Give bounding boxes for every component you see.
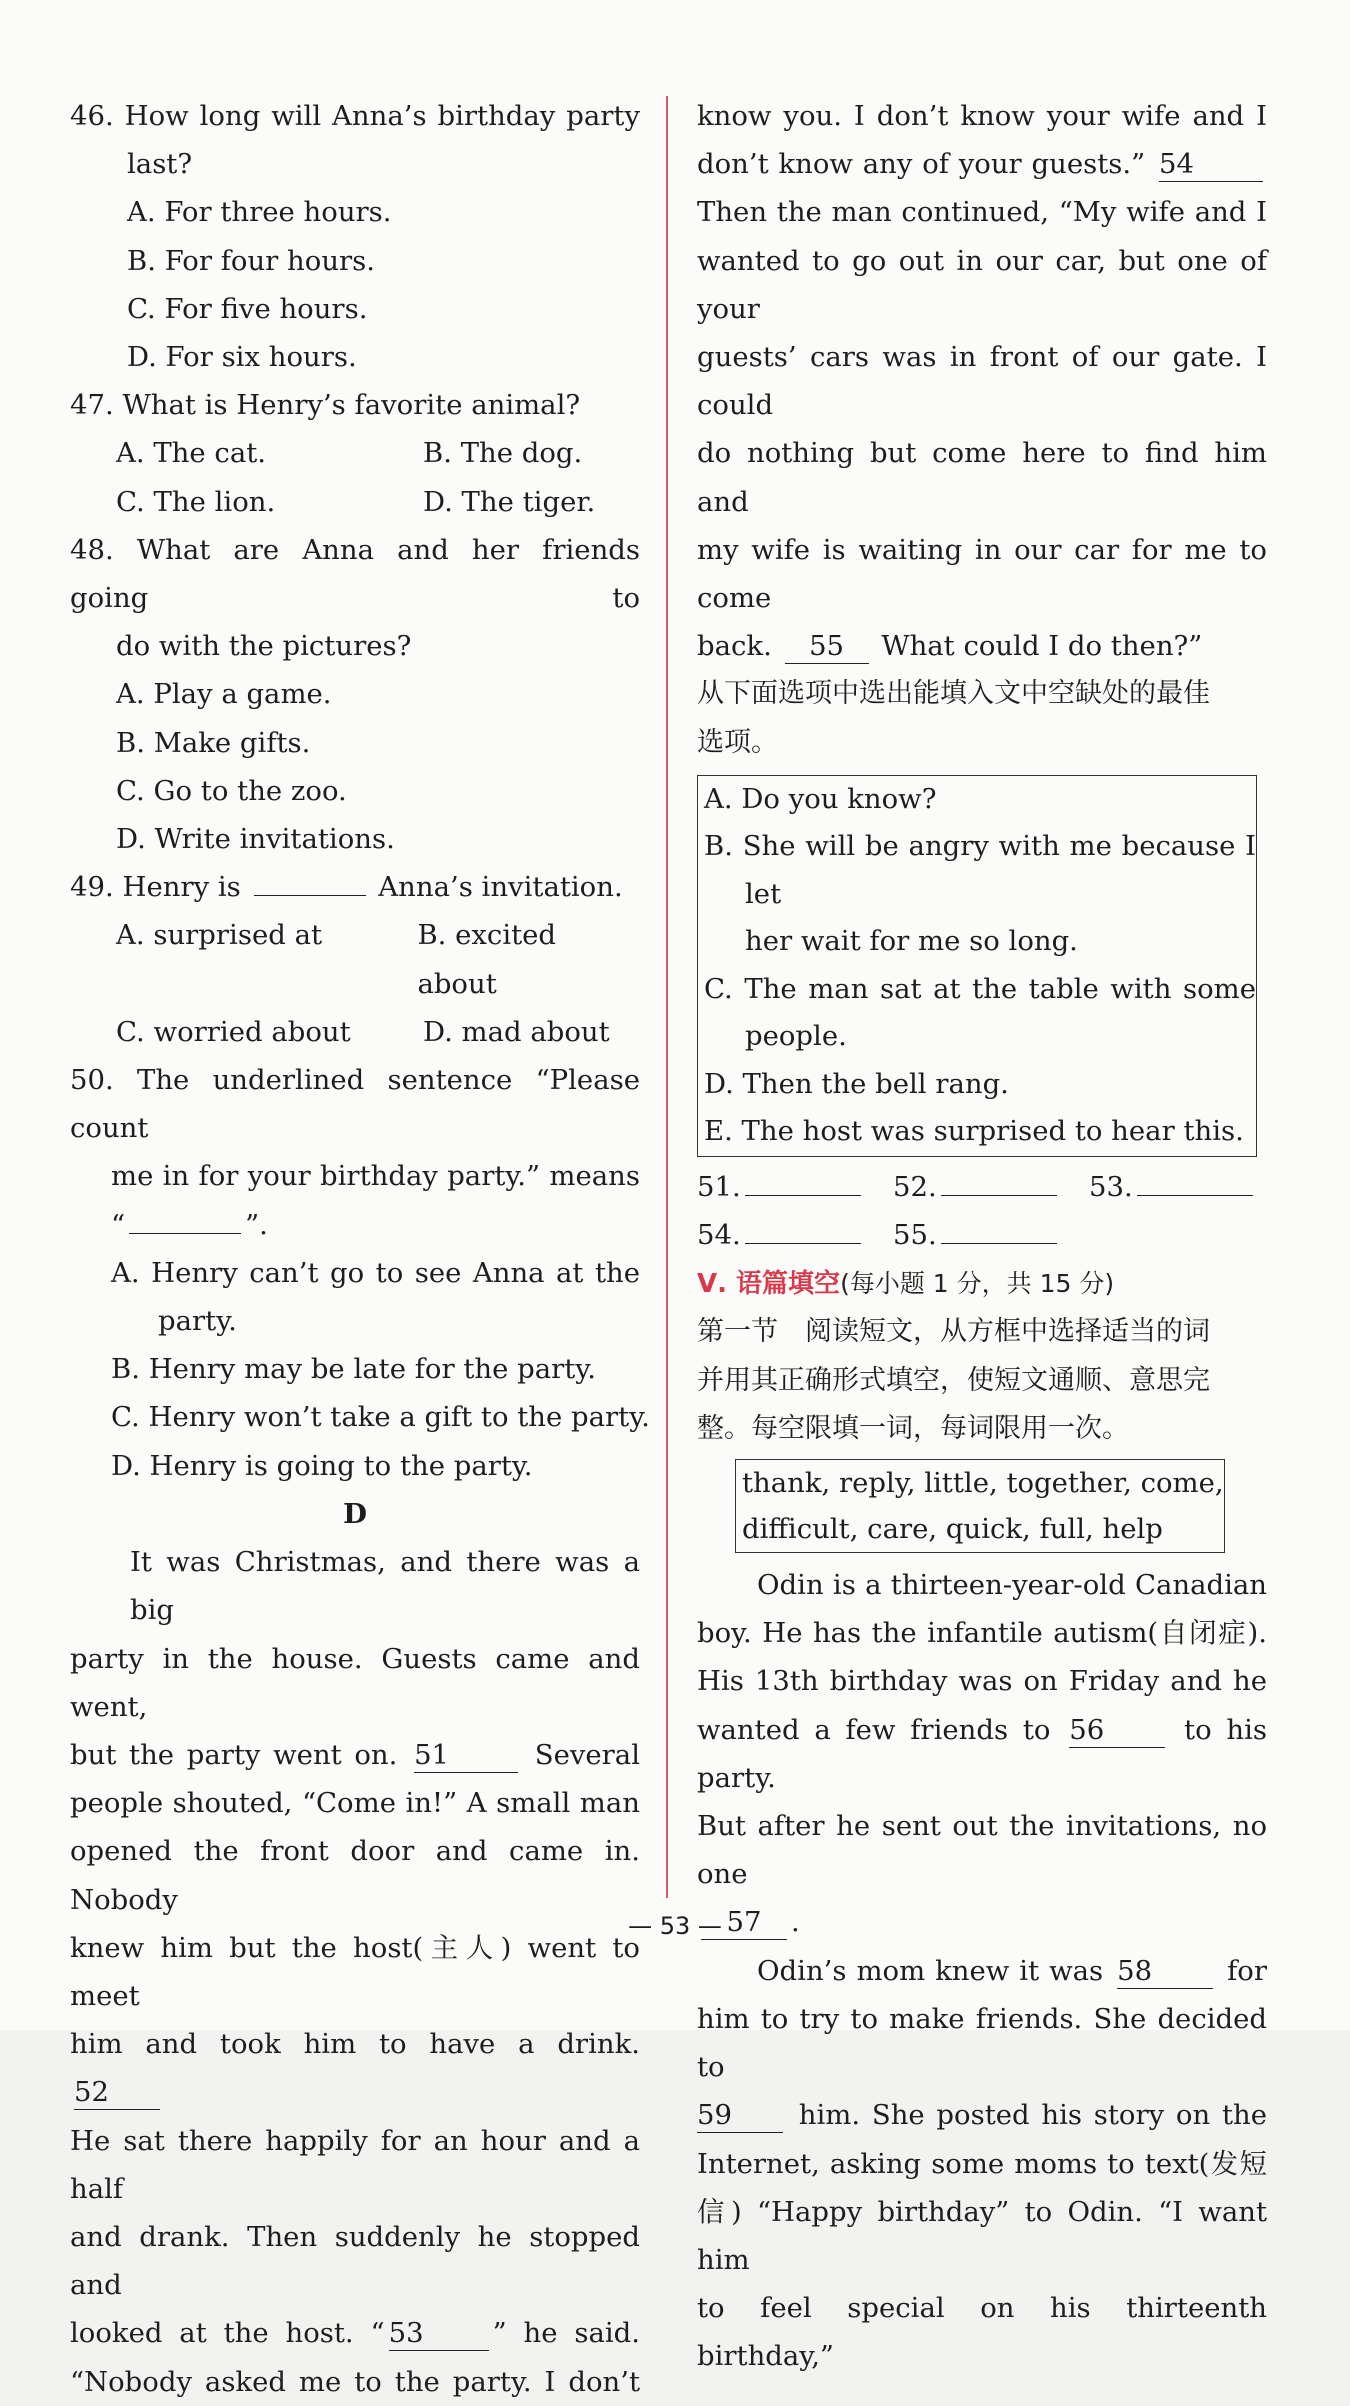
odin-text: . <box>791 1906 800 1939</box>
blank-54[interactable]: 54 <box>1159 147 1263 182</box>
q49-stem-pre: 49. Henry is <box>70 871 241 904</box>
odin-text: him. She posted his story on the <box>798 2099 1267 2132</box>
options-box <box>697 775 1257 1157</box>
q48-option-c: C. Go to the zoo. <box>116 774 347 807</box>
q49-option-d: D. mad about <box>423 1015 610 1048</box>
answer-54 <box>697 1211 893 1259</box>
passage-d-line-blank51 <box>70 1731 640 1779</box>
odin-line: him to try to make friends. She decided to <box>697 2002 1267 2084</box>
q50-option-a-cont: party. <box>158 1305 237 1338</box>
passage-d-text: but the party went on. <box>70 1738 398 1771</box>
blank-55[interactable]: 55 <box>785 629 869 664</box>
answer-blank-51[interactable] <box>745 1195 861 1196</box>
q46-option-b: B. For four hours. <box>127 244 376 277</box>
instruction-line: 选项。 <box>697 726 778 758</box>
passage-d-text: What could I do then?” <box>881 630 1203 663</box>
odin-text: Odin’s mom knew it was <box>757 1954 1104 1987</box>
answer-number: 51. <box>697 1170 741 1203</box>
odin-line-blank59 <box>697 2091 1267 2139</box>
q48-option-b: B. Make gifts. <box>116 726 311 759</box>
q46-stem-cont: last? <box>127 148 193 181</box>
option-c-cont: people. <box>745 1020 847 1053</box>
q47-options-row2 <box>70 478 640 526</box>
odin-line: to feel special on his thirteenth birthday,” <box>697 2292 1267 2373</box>
q46-option-c: C. For five hours. <box>127 292 368 325</box>
q47-option-a: A. The cat. <box>116 437 267 470</box>
odin-text: for <box>1227 1954 1267 1987</box>
odin-line: 信) “Happy birthday” to Odin. “I want him <box>697 2195 1267 2276</box>
blank-53[interactable]: 53 <box>389 2316 489 2351</box>
q47-stem: 47. What is Henry’s favorite animal? <box>70 389 581 422</box>
odin-line: Odin is a thirteen-year-old Canadian <box>757 1569 1267 1602</box>
passage-d-cont-line-blank54 <box>697 140 1267 188</box>
passage-d-text: back. <box>697 630 772 663</box>
blank-59[interactable]: 59 <box>697 2098 783 2133</box>
odin-line: Internet, asking some moms to text(发短 <box>697 2147 1267 2180</box>
answer-blank-53[interactable] <box>1137 1195 1253 1196</box>
q49-stem-post: Anna’s invitation. <box>378 871 623 904</box>
passage-d-heading: D <box>343 1497 367 1530</box>
option-b-cont: her wait for me so long. <box>745 925 1078 958</box>
instruction-line: 从下面选项中选出能填入文中空缺处的最佳 <box>697 678 1210 710</box>
passage-d-text: him and took him to have a drink. <box>70 2028 640 2061</box>
odin-text: to his party. <box>697 1713 1268 1794</box>
passage-d-line: He sat there happily for an hour and a half <box>70 2124 640 2205</box>
passage-d-cont-line-blank55 <box>697 622 1267 670</box>
odin-line: boy. He has the infantile autism(自闭症). <box>697 1617 1267 1650</box>
answer-53 <box>1089 1163 1257 1211</box>
answer-blank-52[interactable] <box>941 1195 1057 1196</box>
word-bank-line: thank, reply, little, together, come, <box>742 1467 1224 1500</box>
q48-stem-cont: do with the pictures? <box>116 630 412 663</box>
answer-number: 54. <box>697 1219 741 1252</box>
q49-options-row2 <box>70 1008 640 1056</box>
answer-55 <box>893 1211 1061 1259</box>
q50-option-b: B. Henry may be late for the party. <box>111 1353 596 1386</box>
right-column <box>697 92 1267 2381</box>
q49-option-b: B. excited about <box>417 919 557 1000</box>
q46-stem: 46. How long will Anna’s birthday party <box>70 100 640 132</box>
passage-d-cont-line: wanted to go out in our car, but one of your <box>697 244 1267 325</box>
section-5-heading <box>697 1259 1267 1308</box>
q49-option-c: C. worried about <box>116 1015 351 1048</box>
passage-d-cont-line: guests’ cars was in front of our gate. I could <box>697 341 1267 422</box>
q47-option-b: B. The dog. <box>423 437 583 470</box>
passage-d-line: It was Christmas, and there was a big <box>130 1546 640 1627</box>
odin-text: wanted a few friends to <box>697 1713 1051 1746</box>
passage-d-line: and drank. Then suddenly he stopped and <box>70 2220 640 2302</box>
passage-d-cont-line: my wife is waiting in our car for me to come <box>697 533 1267 615</box>
section-5-instruction: 第一节 阅读短文，从方框中选择适当的词 <box>697 1316 1210 1348</box>
q50-option-a: A. Henry can’t go to see Anna at the <box>111 1256 640 1289</box>
q48-option-a: A. Play a game. <box>116 678 332 711</box>
answer-row-1 <box>697 1163 1267 1211</box>
passage-d-line: people shouted, “Come in!” A small man <box>70 1787 640 1820</box>
odin-line-blank56 <box>697 1706 1267 1802</box>
q50-blank-line <box>70 1201 640 1249</box>
q50-stem-cont: me in for your birthday party.” means <box>111 1160 640 1193</box>
q50-blank[interactable] <box>129 1233 241 1234</box>
passage-d-text: ” he said. <box>492 2317 640 2350</box>
q50-open-quote: “ <box>111 1208 126 1241</box>
odin-line: His 13th birthday was on Friday and he <box>697 1665 1267 1698</box>
passage-d-cont-line: know you. I don’t know your wife and I <box>697 100 1267 132</box>
q47-option-c: C. The lion. <box>116 485 276 518</box>
q50-option-d: D. Henry is going to the party. <box>111 1449 533 1482</box>
passage-d-line: “Nobody asked me to the party. I don’t <box>70 2365 640 2398</box>
answer-number: 55. <box>893 1219 937 1252</box>
q47-options-row1 <box>70 429 640 477</box>
option-b: B. She will be angry with me because I let <box>704 830 1256 910</box>
odin-line-blank58 <box>697 1947 1267 1995</box>
answer-row-2 <box>697 1211 1267 1259</box>
answer-blank-55[interactable] <box>941 1243 1057 1244</box>
option-a: A. Do you know? <box>704 782 937 815</box>
passage-d-line: party in the house. Guests came and went, <box>70 1642 640 1723</box>
page-number: — 53 — <box>628 1912 722 1940</box>
blank-56[interactable]: 56 <box>1069 1713 1165 1748</box>
blank-52[interactable]: 52 <box>74 2075 160 2110</box>
answer-blank-54[interactable] <box>745 1243 861 1244</box>
q48-stem: 48. What are Anna and her friends going to <box>70 533 640 615</box>
q50-close-quote: ”. <box>245 1208 268 1241</box>
q49-option-a: A. surprised at <box>116 919 323 952</box>
q49-stem <box>70 863 640 911</box>
passage-d-line-blank53 <box>70 2309 640 2357</box>
q50-option-c: C. Henry won’t take a gift to the party. <box>111 1401 650 1434</box>
answer-number: 52. <box>893 1170 937 1203</box>
q46-option-a: A. For three hours. <box>127 196 392 229</box>
passage-d-line: knew him but the host(主人) went to meet <box>70 1931 640 2012</box>
q50-stem: 50. The underlined sentence “Please count <box>70 1064 640 1145</box>
passage-d-cont-line: do nothing but come here to find him and <box>697 437 1267 518</box>
section-5-note: (每小题 1 分，共 15 分) <box>840 1269 1115 1299</box>
option-c: C. The man sat at the table with some <box>704 972 1256 1005</box>
word-bank-line: difficult, care, quick, full, help <box>742 1513 1163 1546</box>
odin-line: But after he sent out the invitations, no one <box>697 1810 1267 1891</box>
passage-d-text: looked at the host. “ <box>70 2317 385 2350</box>
blank-57[interactable]: 57 <box>701 1905 787 1940</box>
option-e: E. The host was surprised to hear this. <box>704 1115 1244 1148</box>
passage-d-cont-line: Then the man continued, “My wife and I <box>697 196 1267 229</box>
section-5-instruction: 整。每空限填一词，每词限用一次。 <box>697 1412 1129 1444</box>
q46-option-d: D. For six hours. <box>127 341 357 374</box>
blank-51[interactable]: 51 <box>414 1738 518 1773</box>
blank-58[interactable]: 58 <box>1117 1954 1213 1989</box>
word-bank-box <box>735 1459 1225 1553</box>
passage-d-text: don’t know any of your guests.” <box>697 148 1146 181</box>
q48-option-d: D. Write invitations. <box>116 823 395 856</box>
option-d: D. Then the bell rang. <box>704 1067 1009 1100</box>
answer-51 <box>697 1163 893 1211</box>
passage-d-line: opened the front door and came in. Nobody <box>70 1835 640 1916</box>
q47-option-d: D. The tiger. <box>423 485 596 518</box>
passage-d-text: Several <box>534 1738 640 1771</box>
column-divider <box>666 96 668 1898</box>
answer-52 <box>893 1163 1089 1211</box>
q49-blank[interactable] <box>254 895 366 896</box>
section-5-title: Ⅴ. 语篇填空 <box>697 1269 841 1300</box>
section-5-instruction: 并用其正确形式填空，使短文通顺、意思完 <box>697 1364 1210 1396</box>
passage-d-line-blank52 <box>70 2020 640 2116</box>
answer-number: 53. <box>1089 1170 1133 1203</box>
q49-options-row1 <box>70 911 640 1007</box>
left-column <box>70 92 650 2406</box>
